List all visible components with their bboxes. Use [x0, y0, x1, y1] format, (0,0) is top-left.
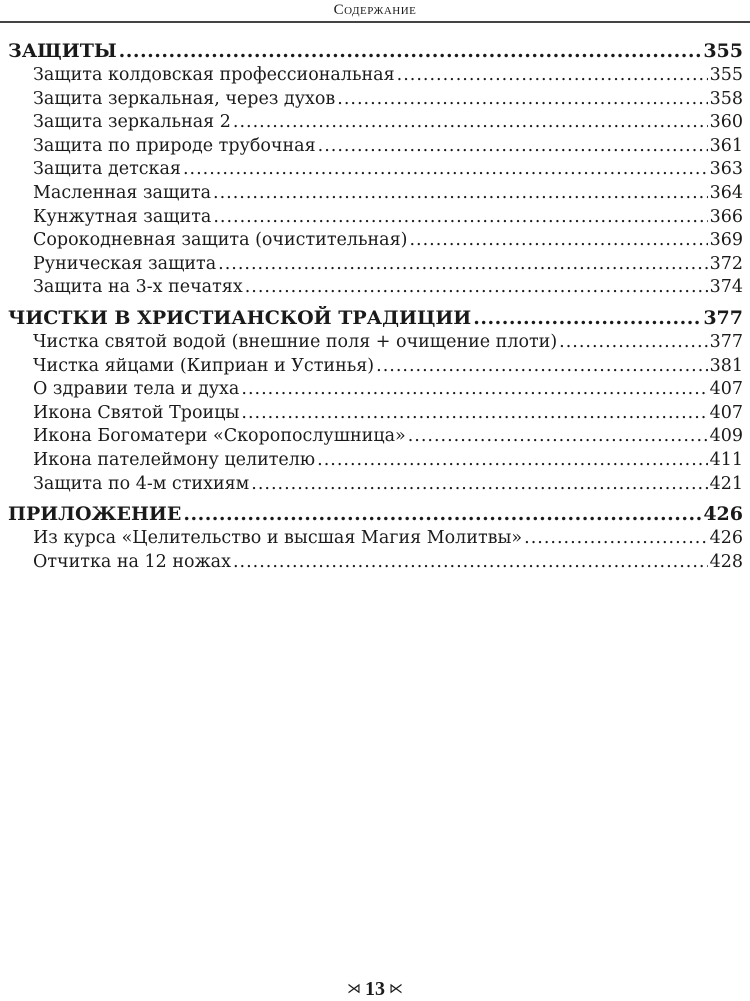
toc-section [8, 502, 743, 574]
entry-title: Защита на 3-х печатях [33, 277, 243, 298]
toc-entry[interactable] [8, 276, 743, 300]
dot-leader [317, 449, 707, 473]
toc-entry[interactable] [8, 229, 743, 253]
entry-page: 428 [709, 551, 743, 572]
entry-title: Отчитка на 12 ножах [33, 551, 231, 572]
section-heading[interactable] [8, 39, 743, 64]
entry-page: 364 [709, 182, 743, 203]
entry-title: Икона Богоматери «Скоропослушница» [33, 426, 406, 447]
dot-leader [213, 182, 708, 206]
entry-page: 407 [709, 379, 743, 400]
running-header: Содержание [333, 2, 417, 18]
entry-page: 366 [709, 206, 743, 227]
toc-entry[interactable] [8, 88, 743, 112]
entry-page: 372 [709, 253, 743, 274]
entry-page: 377 [709, 331, 743, 352]
dot-leader [233, 551, 708, 575]
dot-leader [233, 111, 708, 135]
toc-section [8, 39, 743, 300]
section-heading[interactable] [8, 502, 743, 527]
dot-leader [337, 88, 707, 112]
dot-leader [409, 229, 707, 253]
table-of-contents [8, 39, 743, 580]
toc-entry[interactable] [8, 158, 743, 182]
toc-entry[interactable] [8, 355, 743, 379]
entry-title: Защита детская [33, 159, 181, 180]
toc-entry[interactable] [8, 135, 743, 159]
entry-page: 363 [709, 159, 743, 180]
toc-entry[interactable] [8, 378, 743, 402]
entry-page: 374 [709, 277, 743, 298]
toc-entry[interactable] [8, 182, 743, 206]
entry-title: Икона пателеймону целителю [33, 449, 316, 470]
entry-page: 426 [709, 528, 743, 549]
dot-leader [241, 402, 707, 426]
dot-leader [183, 158, 708, 182]
entry-title: Защита по 4-м стихиям [33, 473, 250, 494]
entry-title: Защита по природе трубочная [33, 135, 316, 156]
dot-leader [524, 527, 707, 551]
toc-entry[interactable] [8, 253, 743, 277]
entry-title: Икона Святой Троицы [33, 402, 240, 423]
entry-page: 411 [709, 449, 743, 470]
dot-leader [559, 331, 707, 355]
toc-entry[interactable] [8, 402, 743, 426]
entry-title: Сорокодневная защита (очистительная) [33, 230, 408, 251]
entry-page: 377 [703, 306, 743, 329]
dot-leader [251, 473, 707, 497]
entry-title: Чистка яйцами (Киприан и Устинья) [33, 355, 375, 376]
entry-page: 426 [703, 503, 743, 526]
entry-title: Кунжутная защита [33, 206, 212, 227]
entry-title: Защита зеркальная, через духов [33, 88, 336, 109]
toc-entry[interactable] [8, 449, 743, 473]
entry-title: Руническая защита [33, 253, 217, 274]
entry-page: 409 [709, 426, 743, 447]
entry-title: Чистка святой водой (внешние поля + очищение плоти) [33, 331, 558, 352]
entry-title: Защита зеркальная 2 [33, 112, 231, 133]
entry-title: Из курса «Целительство и высшая Магия Молитвы» [33, 528, 523, 549]
entry-page: 407 [709, 402, 743, 423]
entry-page: 381 [709, 355, 743, 376]
entry-title: О здравии тела и духа [33, 379, 240, 400]
entry-title: ЗАЩИТЫ [8, 40, 117, 62]
entry-title: ПРИЛОЖЕНИЕ [8, 503, 182, 526]
dot-leader [218, 253, 707, 277]
entry-page: 355 [703, 40, 743, 62]
dot-leader [376, 355, 707, 379]
entry-page: 360 [709, 112, 743, 133]
entry-title: Масленная защита [33, 182, 212, 203]
toc-entry[interactable] [8, 551, 743, 575]
dot-leader [241, 378, 707, 402]
section-heading[interactable] [8, 306, 743, 331]
toc-entry[interactable] [8, 527, 743, 551]
page-footer [0, 978, 750, 1001]
header-rule [0, 21, 750, 23]
toc-section [8, 306, 743, 496]
dot-leader [397, 64, 708, 88]
toc-entry[interactable] [8, 473, 743, 497]
toc-entry[interactable] [8, 206, 743, 230]
page-number: 13 [365, 978, 385, 1000]
dot-leader [183, 502, 701, 527]
toc-entry[interactable] [8, 425, 743, 449]
dot-leader [213, 206, 707, 230]
dot-leader [318, 135, 708, 159]
entry-page: 369 [709, 230, 743, 251]
ornament-left-icon: ⋊ [347, 982, 361, 997]
dot-leader [473, 306, 701, 331]
entry-title: ЧИСТКИ В ХРИСТИАНСКОЙ ТРАДИЦИИ [8, 306, 472, 329]
dot-leader [408, 425, 708, 449]
entry-title: Защита колдовская профессиональная [33, 65, 395, 85]
entry-page: 361 [709, 135, 743, 156]
entry-page: 358 [709, 88, 743, 109]
toc-entry[interactable] [8, 331, 743, 355]
entry-page: 355 [709, 65, 743, 85]
dot-leader [245, 276, 708, 300]
dot-leader [119, 39, 702, 64]
toc-entry[interactable] [8, 111, 743, 135]
entry-page: 421 [709, 473, 743, 494]
toc-entry[interactable] [8, 64, 743, 88]
ornament-right-icon: ⋉ [389, 982, 403, 997]
